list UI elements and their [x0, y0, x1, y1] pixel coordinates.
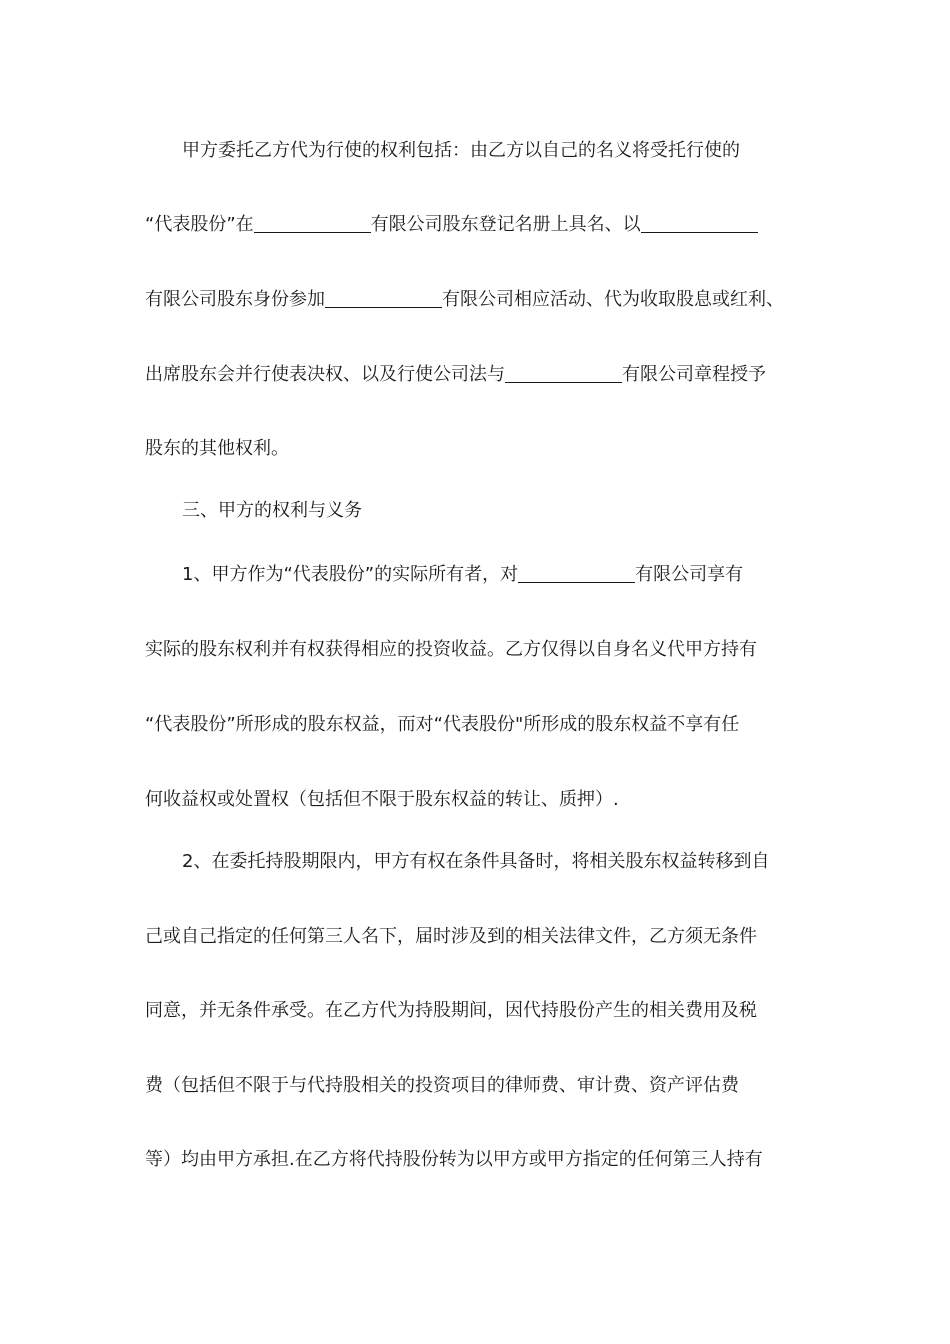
fill-in-blank[interactable]	[325, 287, 442, 308]
text-segment: “代表股份”在	[145, 214, 254, 235]
section-heading	[182, 496, 822, 526]
text-segment: “代表股份”所形成的股东权益，而对“代表股份"所形成的股东权益不享有任	[145, 714, 740, 735]
text-segment: 有限公司相应活动、代为收取股息或红利、	[442, 289, 784, 310]
text-segment: 2、在委托持股期限内，甲方有权在条件具备时，将相关股东权益转移到自	[182, 851, 770, 872]
paragraph-line-12	[145, 922, 825, 952]
fill-in-blank[interactable]	[254, 212, 371, 233]
text-segment: 何收益权或处置权（包括但不限于股东权益的转让、质押）.	[145, 789, 619, 810]
text-segment: 有限公司享有	[635, 564, 744, 585]
text-segment: 出席股东会并行使表决权、以及行使公司法与	[145, 364, 505, 385]
text-segment: 有限公司股东登记名册上具名、以	[370, 214, 641, 235]
paragraph-line-15	[145, 1145, 825, 1175]
text-segment: 甲方委托乙方代为行使的权利包括：由乙方以自己的名义将受托行使的	[182, 140, 740, 161]
paragraph-line-9	[145, 710, 825, 740]
paragraph-line-2	[145, 210, 825, 240]
text-segment: 1、甲方作为“代表股份”的实际所有者，对	[182, 564, 519, 585]
paragraph-line-11	[182, 847, 822, 877]
fill-in-blank[interactable]	[505, 362, 622, 383]
paragraph-line-8	[145, 635, 825, 665]
text-segment: 有限公司股东身份参加	[145, 289, 325, 310]
paragraph-line-13	[145, 996, 825, 1026]
text-segment: 等）均由甲方承担.在乙方将代持股份转为以甲方或甲方指定的任何第三人持有	[145, 1149, 763, 1170]
fill-in-blank[interactable]	[641, 212, 758, 233]
text-segment: 实际的股东权利并有权获得相应的投资收益。乙方仅得以自身名义代甲方持有	[145, 639, 757, 660]
text-segment: 股东的其他权利。	[145, 438, 289, 459]
fill-in-blank[interactable]	[518, 562, 635, 583]
paragraph-line-1	[182, 136, 822, 166]
text-segment: 同意，并无条件承受。在乙方代为持股期间，因代持股份产生的相关费用及税	[145, 1000, 757, 1021]
paragraph-line-14	[145, 1071, 825, 1101]
text-segment: 有限公司章程授予	[622, 364, 766, 385]
paragraph-line-3	[145, 285, 825, 315]
paragraph-line-5	[145, 434, 825, 464]
text-segment: 费（包括但不限于与代持股相关的投资项目的律师费、审计费、资产评估费	[145, 1075, 739, 1096]
paragraph-line-10	[145, 785, 825, 815]
text-segment: 己或自己指定的任何第三人名下，届时涉及到的相关法律文件，乙方须无条件	[145, 926, 757, 947]
paragraph-line-7	[182, 560, 822, 590]
paragraph-line-4	[145, 360, 825, 390]
text-segment: 三、甲方的权利与义务	[182, 500, 362, 521]
